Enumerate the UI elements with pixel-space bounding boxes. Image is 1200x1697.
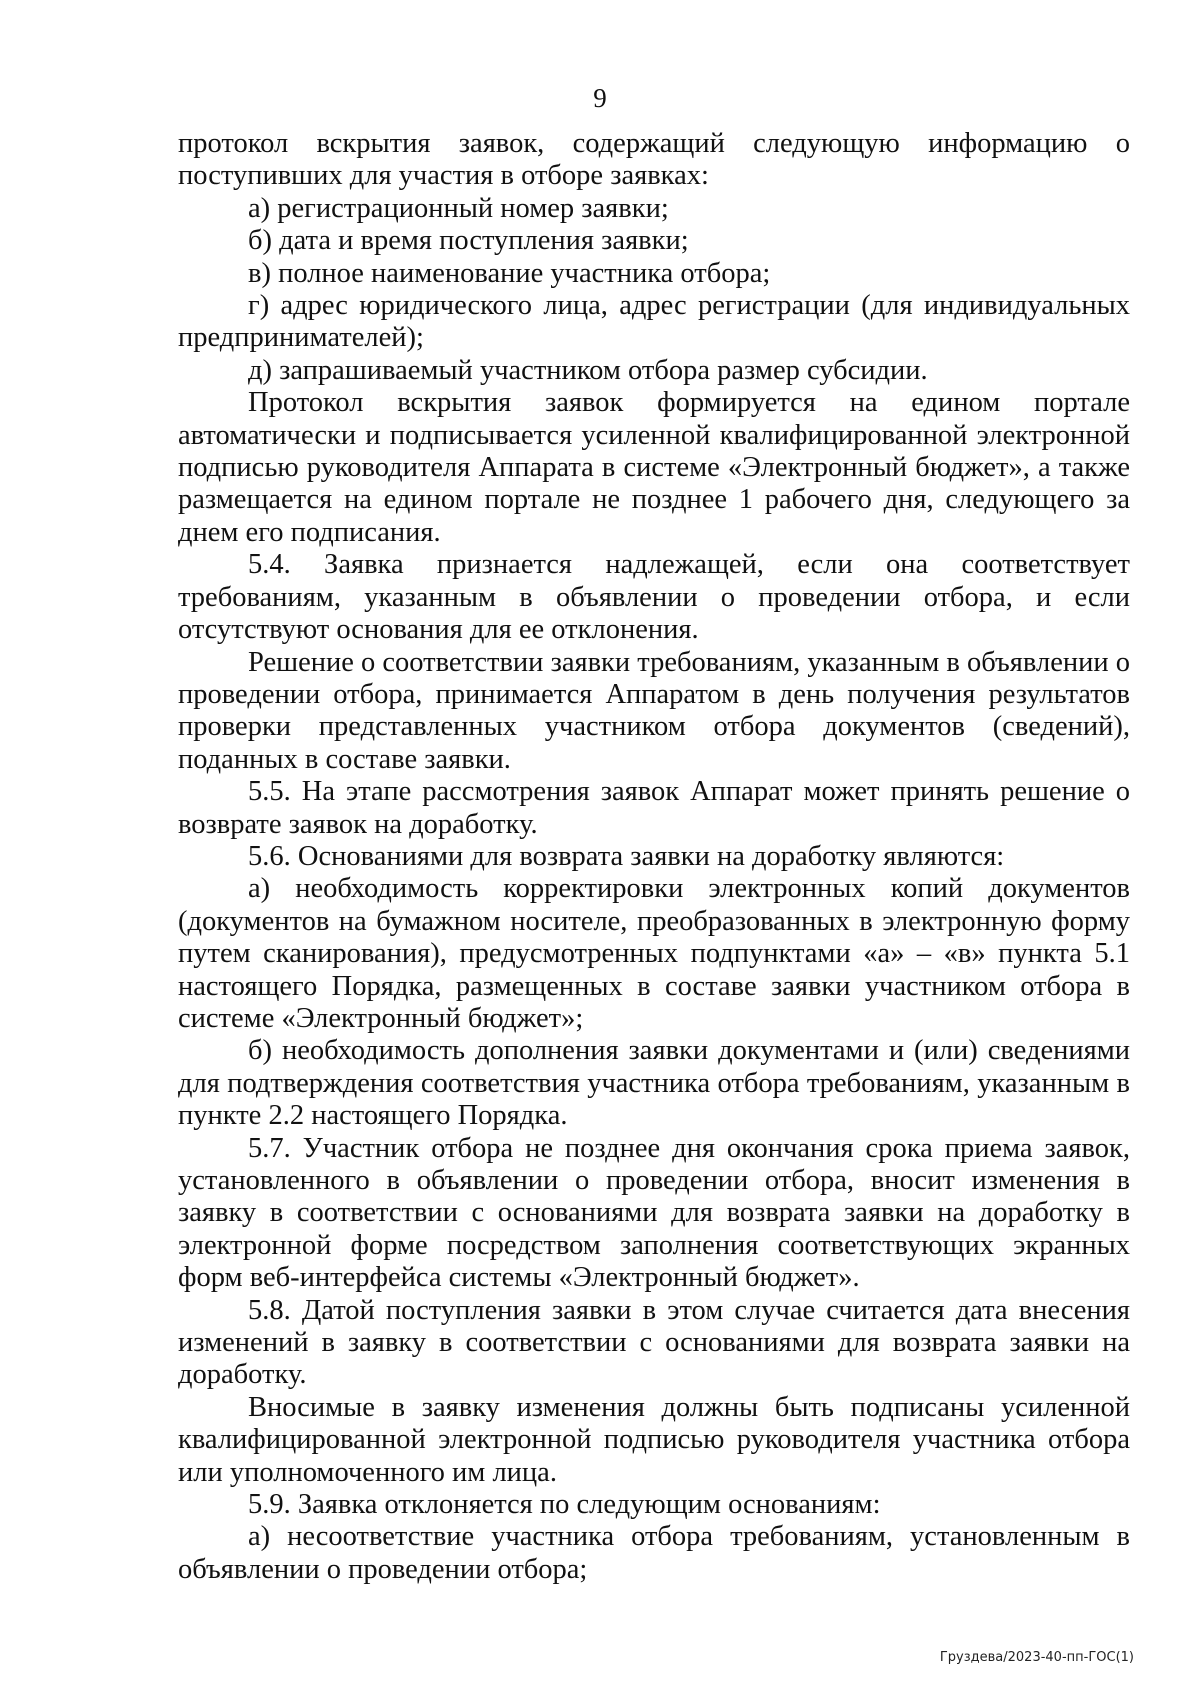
paragraph-5-8: 5.8. Датой поступления заявки в этом случае считается дата внесения изменений в заявку в соответствии с основаниями для возврата заявки на доработку. — [178, 1294, 1130, 1391]
list-item-5-6-a: а) необходимость корректировки электронных копий документов (документов на бумажном носителе, преобразованных в электронную форму путем сканирования), предусмотренных подпунктами «а» – «в» пункта 5.1 настоящего Порядка, размещенных в составе заявки участником отбора в системе «Электронный бюджет»; — [178, 873, 1130, 1034]
paragraph-5-6: 5.6. Основаниями для возврата заявки на доработку являются: — [248, 840, 1005, 872]
list-item-b-date-time: б) дата и время поступления заявки; — [248, 225, 689, 257]
list-item-g-address: г) адрес юридического лица, адрес регистрации (для индивидуальных предпринимателей); — [178, 290, 1130, 354]
document-footer-code: Груздева/2023-40-пп-ГОС(1) — [939, 1650, 1134, 1665]
paragraph-5-7: 5.7. Участник отбора не позднее дня окончания срока приема заявок, установленного в объявлении о проведении отбора, вносит изменения в заявку в соответствии с основаниями для возврата заявки на доработку в электронной форме посредством заполнения соответствующих экранных форм веб-интерфейса системы «Электронный бюджет». — [178, 1132, 1130, 1294]
paragraph-signature-requirement: Вносимые в заявку изменения должны быть подписаны усиленной квалифицированной электронной подписью руководителя участника отбора или уполномоченного им лица. — [178, 1391, 1130, 1488]
paragraph-5-4: 5.4. Заявка признается надлежащей, если она соответствует требованиям, указанным в объявлении о проведении отбора, и если отсутствуют основания для ее отклонения. — [178, 549, 1130, 646]
list-item-a-registration-number: а) регистрационный номер заявки; — [248, 192, 669, 224]
page-number: 9 — [593, 83, 607, 113]
paragraph-5-9: 5.9. Заявка отклоняется по следующим основаниям: — [248, 1489, 881, 1521]
paragraph-5-5: 5.5. На этапе рассмотрения заявок Аппарат может принять решение о возврате заявок на доработку. — [178, 776, 1130, 840]
paragraph-protocol-continued: протокол вскрытия заявок, содержащий следующую информацию о поступивших для участия в отборе заявках: — [178, 128, 1130, 192]
list-item-5-6-b: б) необходимость дополнения заявки документами и (или) сведениями для подтверждения соответствия участника отбора требованиям, указанным в пункте 2.2 настоящего Порядка. — [178, 1035, 1130, 1132]
list-item-v-full-name: в) полное наименование участника отбора; — [248, 257, 771, 289]
paragraph-compliance-decision: Решение о соответствии заявки требованиям, указанным в объявлении о проведении отбора, принимается Аппаратом в день получения результатов проверки представленных участником отбора документов (сведений), поданных в составе заявки. — [178, 646, 1130, 775]
list-item-d-subsidy-amount: д) запрашиваемый участником отбора размер субсидии. — [248, 354, 928, 386]
list-item-5-9-a: а) несоответствие участника отбора требованиям, установленным в объявлении о проведении отбора; — [178, 1521, 1130, 1585]
paragraph-protocol-formation: Протокол вскрытия заявок формируется на едином портале автоматически и подписывается усиленной квалифицированной электронной подписью руководителя Аппарата в системе «Электронный бюджет», а также размещается на едином портале не позднее 1 рабочего дня, следующего за днем его подписания. — [178, 387, 1130, 548]
document-body — [178, 128, 1130, 1586]
